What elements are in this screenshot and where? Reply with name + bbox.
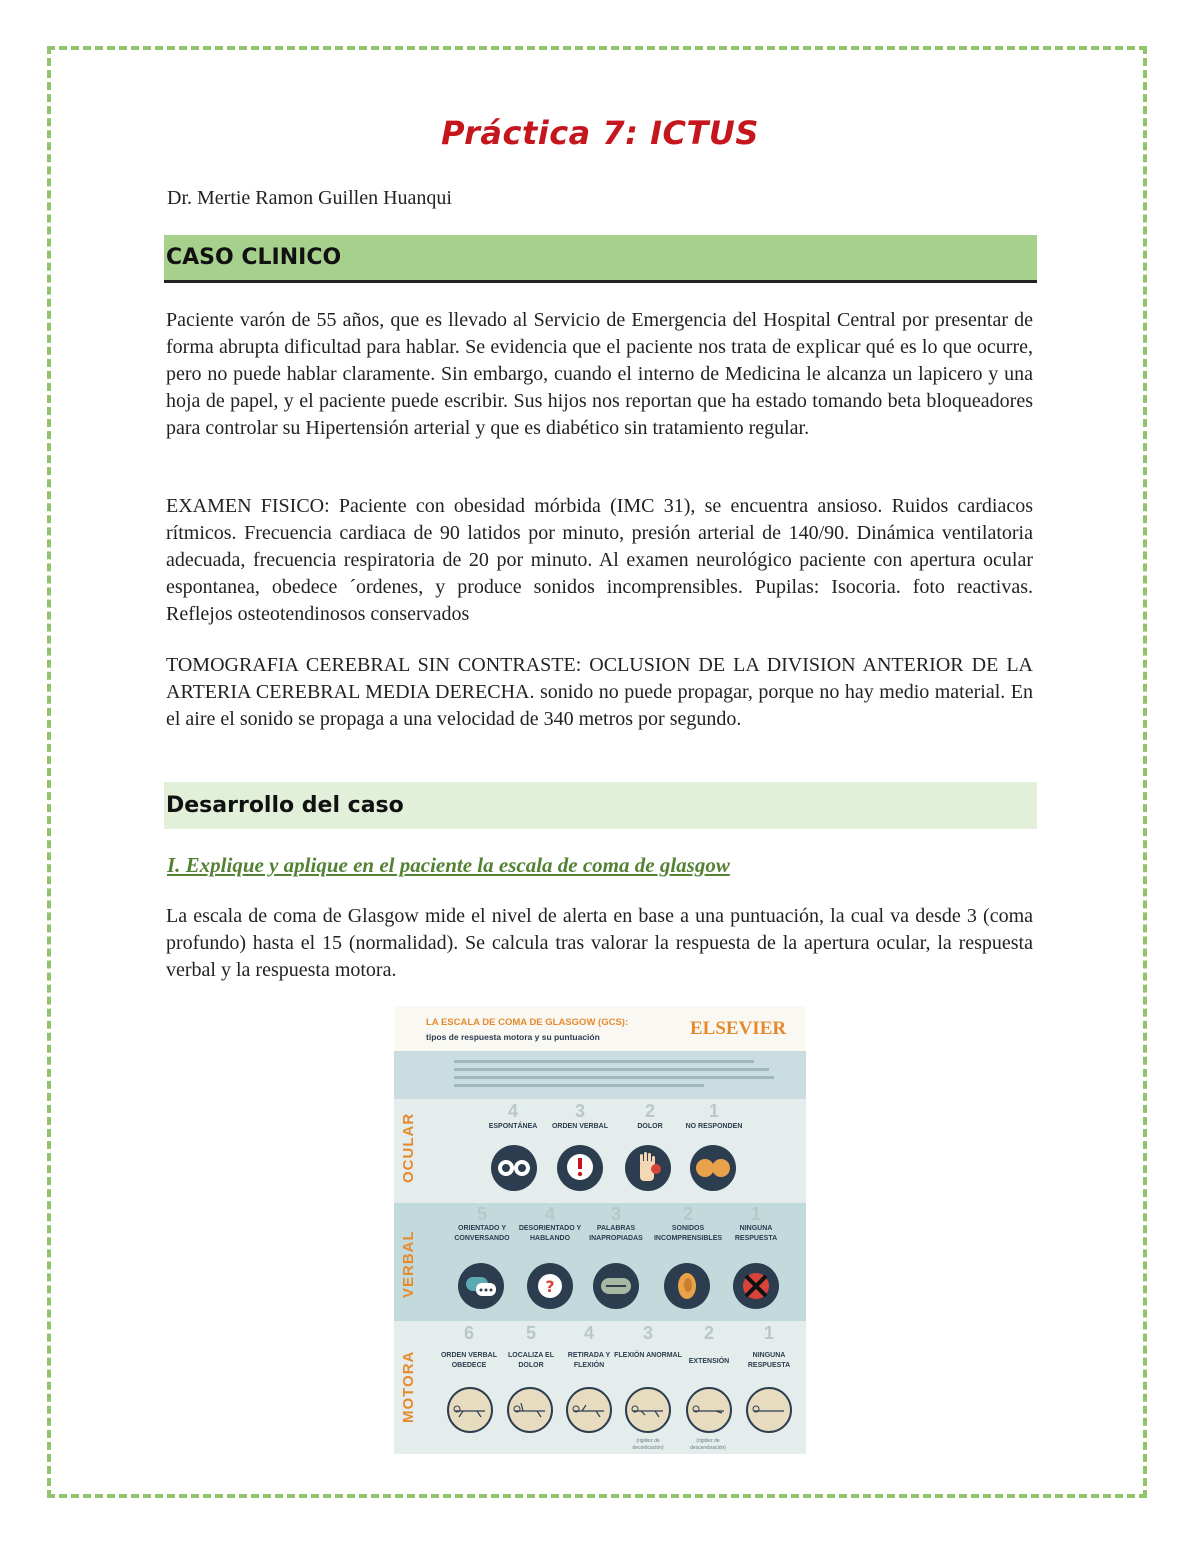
speech-exclamation-icon <box>557 1145 603 1191</box>
svg-text:?: ? <box>545 1277 555 1296</box>
decerebration-note: (rigidez de descerebración) <box>690 1438 726 1451</box>
elsevier-logo: ELSEVIER <box>690 1018 787 1039</box>
ocular-item-label: ESPONTÁNEA <box>488 1123 538 1130</box>
motora-item-label: EXTENSIÓN <box>688 1358 730 1365</box>
motora-score: 1 <box>763 1323 774 1343</box>
paragraph-caso: Paciente varón de 55 años, que es llevado al Servicio de Emergencia del Hospital Central por presentar de forma abrupta dificultad para hablar. Se evidencia que el paciente nos trata de explicar qué es lo que ocurre, pero no puede hablar claramente. Sin embargo, cuando el interno de Medicina le alcanza un lapicero y una hoja de papel, y el paciente puede escribir. Sus hijos nos reportan que ha estado tomando beta bloqueadores para controlar su Hipertensión arterial y que es diabético sin tratamiento regular. <box>166 309 1033 439</box>
ocular-label: OCULAR <box>400 1112 417 1183</box>
ear-icon <box>664 1263 710 1309</box>
eyes-open-icon <box>491 1145 537 1191</box>
motora-score: 6 <box>463 1323 474 1343</box>
verbal-score: 5 <box>476 1204 487 1224</box>
pain-hand-icon <box>625 1145 671 1191</box>
paragraph-glasgow: La escala de coma de Glasgow mide el nivel de alerta en base a una puntuación, la cual va desde 3 (coma profundo) hasta el 15 (normalidad). Se calcula tras valorar la respuesta de la apertura ocular, la respuesta verbal y la respuesta motora. <box>166 905 1033 981</box>
glasgow-infographic <box>394 1006 806 1454</box>
garbled-speech-icon <box>593 1263 639 1309</box>
section-header-caso-clinico: CASO CLINICO <box>164 235 1037 283</box>
eyes-closed-icon <box>690 1145 736 1191</box>
infographic-header <box>394 1006 806 1051</box>
motora-score: 4 <box>583 1323 594 1343</box>
body-posture-icon <box>746 1387 792 1433</box>
ocular-score: 1 <box>708 1101 719 1121</box>
section-header-desarrollo: Desarrollo del caso <box>164 782 1037 829</box>
verbal-score: 4 <box>544 1204 555 1224</box>
body-posture-icon <box>625 1387 671 1433</box>
ocular-item-label: ORDEN VERBAL <box>551 1123 608 1130</box>
author-name: Dr. Mertie Ramon Guillen Huanqui <box>167 187 452 209</box>
body-posture-icon <box>507 1387 553 1433</box>
ocular-item-label: NO RESPONDEN <box>685 1123 743 1130</box>
motora-label: MOTORA <box>400 1350 417 1423</box>
infographic-intro-text <box>394 1051 806 1099</box>
no-response-x-icon <box>733 1263 779 1309</box>
ocular-score: 3 <box>574 1101 585 1121</box>
verbal-band <box>394 1203 806 1321</box>
motora-score: 3 <box>642 1323 653 1343</box>
infographic-subtitle: tipos de respuesta motora y su puntuación <box>426 1032 600 1042</box>
decortication-note: (rigidez de decorticación) <box>632 1438 664 1451</box>
verbal-item-label: ORIENTADO Y CONVERSANDO <box>454 1225 510 1242</box>
verbal-score: 1 <box>750 1204 761 1224</box>
conversation-icon <box>458 1263 504 1309</box>
verbal-item-label: SONIDOS INCOMPRENSIBLES <box>653 1225 723 1242</box>
motora-score: 5 <box>525 1323 536 1343</box>
motora-item-label: LOCALIZA EL DOLOR <box>507 1352 554 1369</box>
body-posture-icon <box>686 1387 732 1433</box>
ocular-item-label: DOLOR <box>637 1123 663 1130</box>
verbal-score: 3 <box>610 1204 621 1224</box>
motora-score: 2 <box>703 1323 714 1343</box>
infographic-title: LA ESCALA DE COMA DE GLASGOW (GCS): <box>426 1017 629 1028</box>
paragraph-tomografia: TOMOGRAFIA CEREBRAL SIN CONTRASTE: OCLUSION DE LA DIVISION ANTERIOR DE LA ARTERIA CEREBRAL MEDIA DERECHA. sonido no puede propagar, porque no hay medio material. En el aire el sonido se propaga a una velocidad de 340 metros por segundo. <box>166 654 1033 730</box>
verbal-item-label: DESORIENTADO Y HABLANDO <box>518 1225 582 1242</box>
verbal-item-label: NINGUNA RESPUESTA <box>734 1225 778 1242</box>
question-bubble-icon <box>527 1263 573 1309</box>
verbal-score: 2 <box>682 1204 693 1224</box>
ocular-band <box>394 1099 806 1203</box>
motora-item-label: ORDEN VERBAL OBEDECE <box>440 1352 497 1369</box>
question-heading: I. Explique y aplique en el paciente la escala de coma de glasgow <box>167 853 730 877</box>
body-posture-icon <box>566 1387 612 1433</box>
document-title: Práctica 7: ICTUS <box>441 114 759 152</box>
body-posture-icon <box>447 1387 493 1433</box>
ocular-score: 2 <box>644 1101 655 1121</box>
motora-item-label: FLEXIÓN ANORMAL <box>614 1352 682 1359</box>
paragraph-examen-fisico: EXAMEN FISICO: Paciente con obesidad mórbida (IMC 31), se encuentra ansioso. Ruidos cardiacos rítmicos. Frecuencia cardiaca de 90 latidos por minuto, presión arterial de 140/90. Dinámica ventilatoria adecuada, frecuencia respiratoria de 20 por minuto. Al examen neurológico paciente con apertura ocular espontanea, obedece ´ordenes, y produce sonidos incomprensibles. Pupilas: Isocoria. foto reactivas. Reflejos osteotendinosos conservados <box>166 495 1033 625</box>
motora-band <box>394 1321 806 1454</box>
motora-item-label: RETIRADA Y FLEXIÓN <box>567 1352 611 1369</box>
motora-item-label: NINGUNA RESPUESTA <box>747 1352 791 1369</box>
verbal-item-label: PALABRAS INAPROPIADAS <box>589 1225 643 1242</box>
verbal-label: VERBAL <box>400 1230 417 1298</box>
ocular-score: 4 <box>507 1101 518 1121</box>
